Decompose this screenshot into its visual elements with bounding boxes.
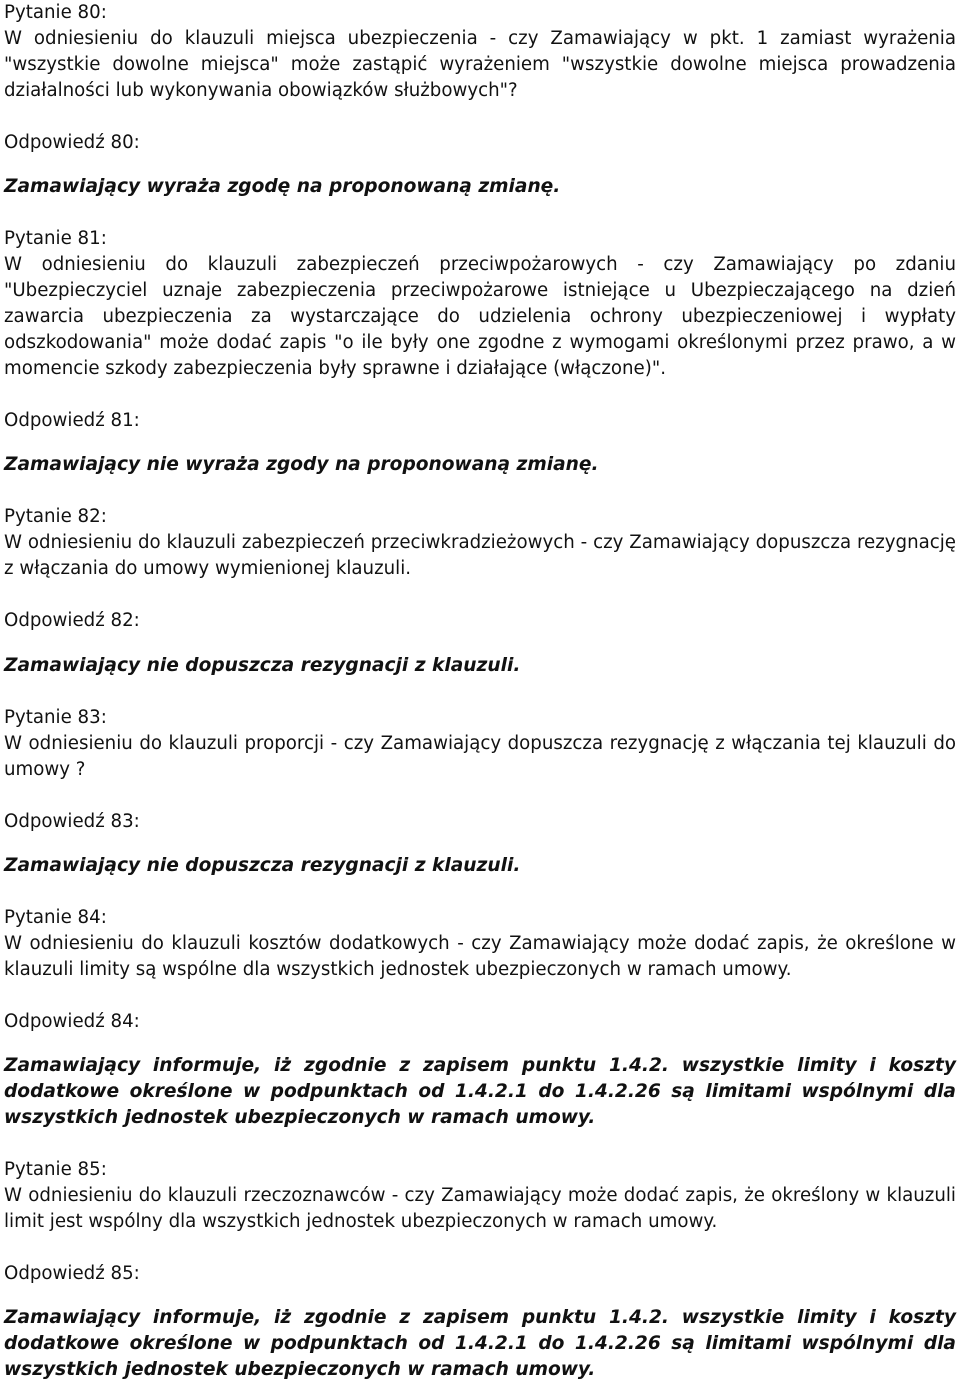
question-text: W odniesieniu do klauzuli rzeczoznawców - czy Zamawiający może dodać zapis, że określony w klauzuli limit jest wspólny dla wszystkich jednostek ubezpieczonych w ramach umowy. <box>4 1184 956 1232</box>
question-text: W odniesieniu do klauzuli proporcji - czy Zamawiający dopuszcza rezygnację z włączania tej klauzuli do umowy ? <box>4 732 956 780</box>
answer-text: Zamawiający nie dopuszcza rezygnacji z klauzuli. <box>4 854 521 876</box>
answer-label: Odpowiedź 83: <box>4 810 140 832</box>
question-text: W odniesieniu do klauzuli miejsca ubezpieczenia - czy Zamawiający w pkt. 1 zamiast wyrażenia "wszystkie dowolne miejsca" może zastąpić wyrażeniem "wszystkie dowolne miejsca prowadzenia działalności lub wykonywania obowiązków służbowych"? <box>4 28 956 101</box>
answer-label: Odpowiedź 80: <box>4 132 140 153</box>
qa-block-80 <box>4 0 956 200</box>
question-label: Pytanie 82: <box>4 506 107 528</box>
question-label: Pytanie 84: <box>4 906 107 928</box>
document-body <box>4 0 956 1383</box>
answer-label: Odpowiedź 81: <box>4 410 140 432</box>
qa-block-81 <box>4 226 956 478</box>
question-text: W odniesieniu do klauzuli zabezpieczeń przeciwpożarowych - czy Zamawiający po zdaniu "Ubezpieczyciel uznaje zabezpieczenia przeciwpożarowe istniejące u Ubezpieczającego na dzień zawarcia ubezpieczenia za wystarczające do udzielenia ochrony ubezpieczeniowej i wypłaty odszkodowania" może dodać zapis "o ile były one zgodne z wymogami określonymi przez prawo, a w momencie szkody zabezpieczenia były sprawne i działające (włączone)". <box>4 254 956 380</box>
question-text: W odniesieniu do klauzuli zabezpieczeń przeciwkradzieżowych - czy Zamawiający dopuszcza rezygnację z włączania do umowy wymienionej klauzuli. <box>4 532 956 580</box>
qa-block-83 <box>4 705 956 879</box>
answer-text: Zamawiający wyraża zgodę na proponowaną zmianę. <box>4 176 561 198</box>
question-text: W odniesieniu do klauzuli kosztów dodatkowych - czy Zamawiający może dodać zapis, że określone w klauzuli limity są wspólne dla wszystkich jednostek ubezpieczonych w ramach umowy. <box>4 932 956 980</box>
qa-block-82 <box>4 504 956 678</box>
answer-label: Odpowiedź 84: <box>4 1010 140 1032</box>
answer-text: Zamawiający informuje, iż zgodnie z zapisem punktu 1.4.2. wszystkie limity i koszty dodatkowe określone w podpunktach od 1.4.2.1 do 1.4.2.26 są limitami wspólnymi dla wszystkich jednostek ubezpieczonych w ramach umowy. <box>4 1307 956 1381</box>
question-label: Pytanie 85: <box>4 1158 107 1180</box>
answer-label: Odpowiedź 85: <box>4 1262 140 1284</box>
answer-text: Zamawiający nie dopuszcza rezygnacji z klauzuli. <box>4 654 521 676</box>
question-label: Pytanie 83: <box>4 706 107 728</box>
answer-text: Zamawiający nie wyraża zgody na proponowaną zmianę. <box>4 454 599 476</box>
question-label: Pytanie 80: <box>4 2 107 23</box>
answer-text: Zamawiający informuje, iż zgodnie z zapisem punktu 1.4.2. wszystkie limity i koszty dodatkowe określone w podpunktach od 1.4.2.1 do 1.4.2.26 są limitami wspólnymi dla wszystkich jednostek ubezpieczonych w ramach umowy. <box>4 1054 956 1128</box>
qa-block-85 <box>4 1157 956 1383</box>
qa-block-84 <box>4 905 956 1131</box>
question-label: Pytanie 81: <box>4 228 107 250</box>
answer-label: Odpowiedź 82: <box>4 610 140 632</box>
